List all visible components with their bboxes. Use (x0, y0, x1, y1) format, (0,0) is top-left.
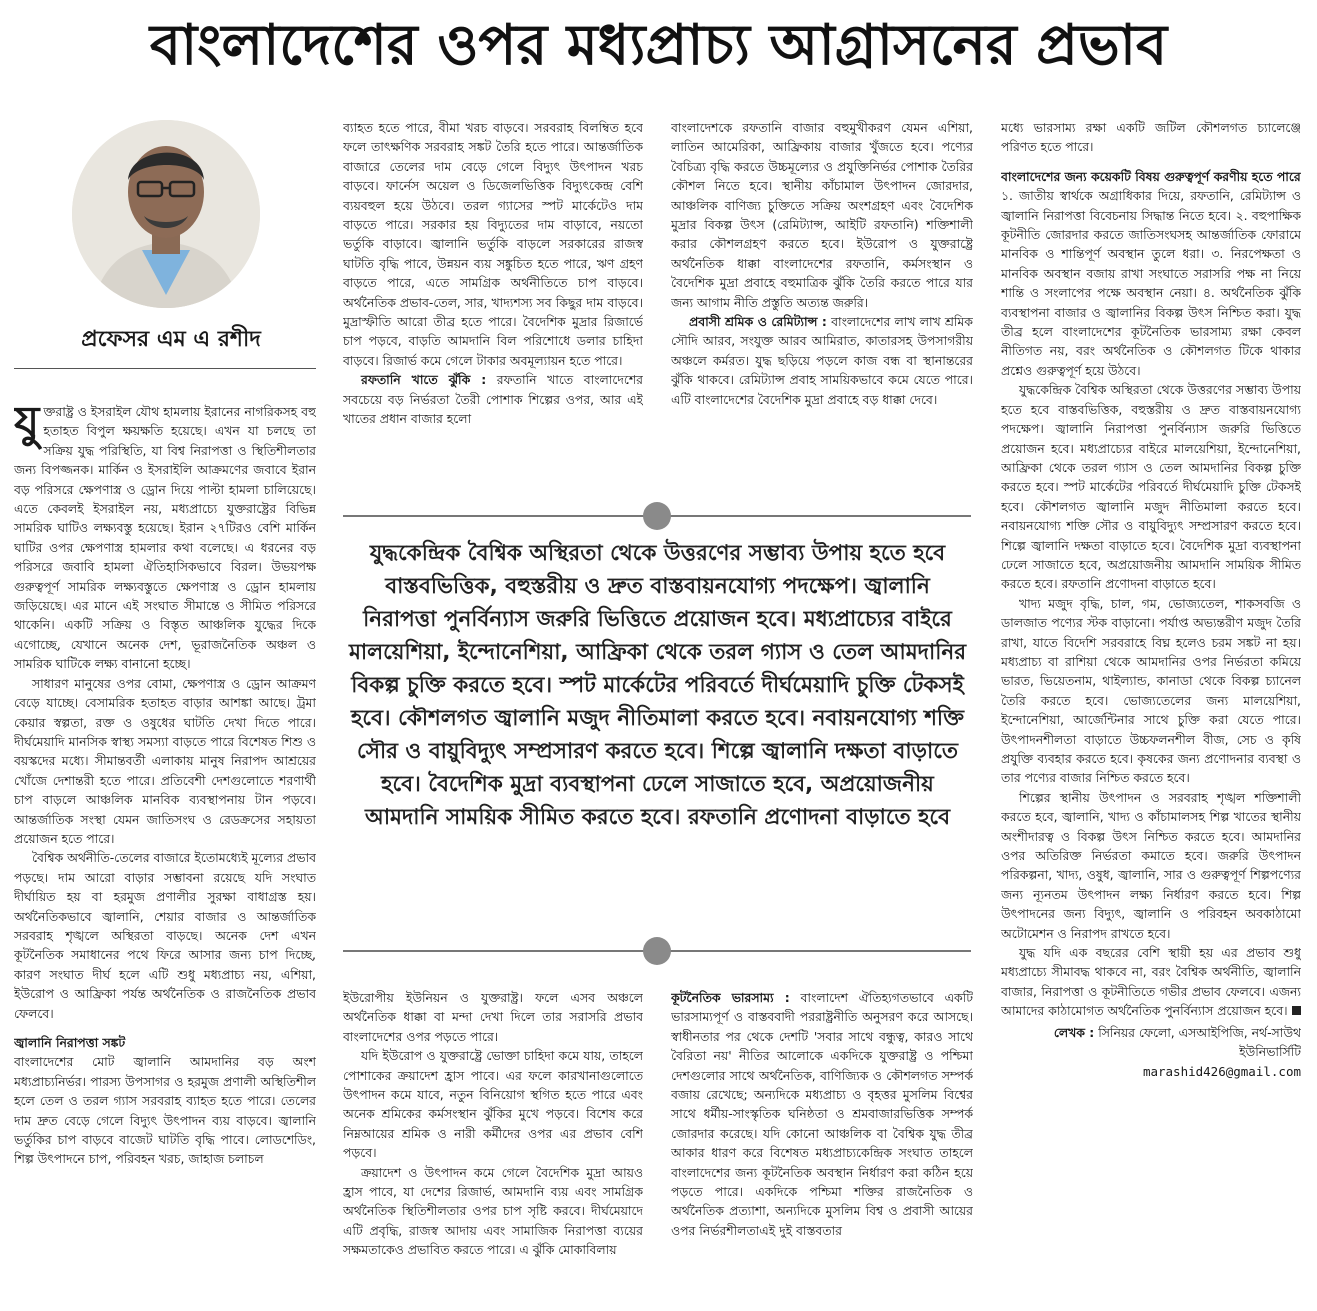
column-2-bottom-paragraph-1: ইউরোপীয় ইউনিয়ন ও যুক্তরাষ্ট্র। ফলে এসব অঞ্চলে অর্থনৈতিক ধাক্কা বা মন্দা দেখা দিলে তার সরাসরি প্রভাব বাংলাদেশের ওপর পড়তে পারে। (343, 990, 643, 1044)
heading-remittance: প্রবাসী শ্রমিক ও রেমিট্যান্স : (689, 314, 827, 330)
author-rule (14, 368, 316, 369)
byline (1001, 1023, 1301, 1062)
column-1-paragraph-4: বাংলাদেশের মোট জ্বালানি আমদানির বড় অংশ মধ্যপ্রাচ্যনির্ভর। পারস্য উপসাগর ও হরমুজ প্রণালী অস্থিতিশীল হলে তেল ও তরল গ্যাস সরবরাহ ব্যাহত হতে পারে। তেলের দাম দ্রুত বেড়ে গেলে বিদ্যুৎ উৎপাদন ব্যয় বাড়বে। জ্বালানি ভর্তুকির চাপ বাড়বে বাজেট ঘাটতি বৃদ্ধি পাবে। লোডশেডিং, শিল্প উৎপাদনে চাপ, পরিবহন খরচ, জাহাজ চলাচল (14, 1054, 316, 1167)
column-4-paragraph-3: যুদ্ধকেন্দ্রিক বৈশ্বিক অস্থিরতা থেকে উত্তরণের সম্ভাব্য উপায় হতে হবে বাস্তবভিত্তিক, বহুস্তরীয় ও দ্রুত বাস্তবায়নযোগ্য পদক্ষেপ। জ্বালানি নিরাপত্তা পুনর্বিন্যাস জরুরি ভিত্তিতে প্রয়োজন হবে। মধ্যপ্রাচ্যের বাইরে মালয়েশিয়া, ইন্দোনেশিয়া, আফ্রিকা থেকে তরল গ্যাস ও তেল আমদানির বিকল্প চুক্তি করতে হবে। স্পট মার্কেটের পরিবর্তে দীর্ঘমেয়াদি চুক্তি টেকসই হবে। কৌশলগত জ্বালানি মজুদ নীতিমালা করতে হবে। নবায়নযোগ্য শক্তি সৌর ও বায়ুবিদ্যুৎ সম্প্রসারণ করতে হবে। শিল্পে জ্বালানি দক্ষতা বাড়াতে হবে। বৈদেশিক মুদ্রা ব্যবস্থাপনা ঢেলে সাজাতে হবে, অপ্রয়োজনীয় আমদানি সাময়িক সীমিত করতে হবে। রফতানি প্রণোদনা বাড়াতে হবে। (1001, 382, 1301, 592)
column-4-paragraph-4: খাদ্য মজুদ বৃদ্ধি, চাল, গম, ভোজ্যতেল, শাকসবজি ও ডালজাত পণ্যের স্টক বাড়ানো। পর্যাপ্ত অভ্যন্তরীণ মজুদ তৈরি রাখা, যাতে বিদেশি সরবরাহে বিঘ্ন হলেও চরম সঙ্কট না হয়। মধ্যপ্রাচ্য বা রাশিয়া থেকে আমদানির ওপর নির্ভরতা কমিয়ে ভারত, ভিয়েতনাম, থাইল্যান্ড, কানাডা থেকে বিকল্প চ্যানেল তৈরি করতে হবে। ভোজ্যতেলের জন্য মালয়েশিয়া, ইন্দোনেশিয়া, আর্জেন্টিনার সাথে চুক্তি করা যেতে পারে। উৎপাদনশীলতা বাড়াতে উচ্চফলনশীল বীজ, সেচ ও কৃষি প্রযুক্তি ব্যবহার করতে হবে। কৃষকের জন্য প্রণোদনার ব্যবস্থা ও তার পণ্যের বাজার নিশ্চিত করতে হবে। (1001, 595, 1301, 786)
column-4-paragraph-5: শিল্পের স্থানীয় উৎপাদন ও সরবরাহ শৃঙ্খল শক্তিশালী করতে হবে, জ্বালানি, খাদ্য ও কাঁচামালসহ শিল্প খাতের স্থানীয় অংশীদারত্ব ও বিকল্প উৎস নিশ্চিত করতে হবে। আমদানির ওপর অতিরিক্ত নির্ভরতা কমাতে হবে। জরুরি উৎপাদন পরিকল্পনা, খাদ্য, ওষুধ, জ্বালানি, সার ও গুরুত্বপূর্ণ শিল্পপণ্যের জন্য ন্যূনতম উৎপাদন লক্ষ্য নির্ধারণ করতে হবে। শিল্প উৎপাদনের জন্য বিদ্যুৎ, জ্বালানি ও পরিবহন অবকাঠামো অটোমেশন ও নিরাপদ রাখতে হবে। (1001, 789, 1301, 941)
column-3-paragraph-2-text: বাংলাদেশের লাখ লাখ শ্রমিক সৌদি আরব, সংযুক্ত আরব আমিরাত, কাতারসহ উপসাগরীয় অঞ্চলে কর্মরত। যুদ্ধ ছড়িয়ে পড়লে কাজ বন্ধ বা স্থানান্তরের ঝুঁকি থাকবে। রেমিট্যান্স প্রবাহ সাময়িকভাবে কমে যেতে পারে। এটি বাংলাদেশের বৈদেশিক মুদ্রা প্রবাহে বড় ধাক্কা দেবে। (671, 314, 973, 407)
column-3-bottom (671, 988, 973, 1308)
column-2-paragraph-2-text: রফতানি খাতে বাংলাদেশের সবচেয়ে বড় নির্ভরতা তৈরী পোশাক শিল্পের ওপর, আর এই খাতের প্রধান বাজার হলো (343, 372, 643, 427)
end-mark-icon (1292, 1006, 1301, 1015)
column-2-paragraph-1: ব্যাহত হতে পারে, বীমা খরচ বাড়বে। সরবরাহ বিলম্বিত হবে ফলে তাৎক্ষণিক সরবরাহ সঙ্কট তৈরি হতে পারে। আন্তর্জাতিক বাজারে তেলের দাম বেড়ে গেলে বিদ্যুৎ উৎপাদন খরচ বাড়বে। ফার্নেস অয়েল ও ডিজেলভিত্তিক বিদ্যুৎকেন্দ্র বেশি ব্যয়বহুল হয়ে উঠবে। তরল গ্যাসের স্পট মার্কেটেও দাম বাড়তে পারে। সরকার হয় বিদ্যুতের দাম বাড়াবে, নয়তো ভর্তুকি বাড়াবে। জ্বালানি ভর্তুকি বাড়লে সরকারের রাজস্ব ঘাটতি বৃদ্ধি পাবে, উন্নয়ন ব্যয় সঙ্কুচিত হতে পারে, ঋণ গ্রহণ বাড়তে পারে, এতে সামগ্রিক অর্থনীতিতে চাপ বাড়বে। অর্থনৈতিক প্রভাব-তেল, সার, খাদ্যশস্য সব কিছুর দাম বাড়বে। মুদ্রাস্ফীতি আরো তীব্র হতে পারে। বৈদেশিক মুদ্রার রিজার্ভে চাপ পড়বে, বাড়তি আমদানি বিল পরিশোধে ডলার চাহিদা বাড়বে। রিজার্ভ কমে গেলে টাকার অবমূল্যায়ন হতে পারে। (343, 120, 643, 368)
column-2-bottom (343, 988, 643, 1308)
byline-text: সিনিয়র ফেলো, এসআইপিজি, নর্থ-সাউথ ইউনিভার্সিটি (1098, 1024, 1301, 1060)
column-3-bottom-paragraph-1-text: বাংলাদেশ ঐতিহ্যগতভাবে একটি ভারসাম্যপূর্ণ ও বাস্তববাদী পররাষ্ট্রনীতি অনুসরণ করে আসছে। স্বাধীনতার পর থেকে দেশটি 'সবার সাথে বন্ধুত্ব, কারও সাথে বৈরিতা নয়' নীতির আলোকে একদিকে যুক্তরাষ্ট্র ও পশ্চিমা দেশগুলোর সাথে অর্থনৈতিক, বাণিজ্যিক ও কৌশলগত সম্পর্ক বজায় রেখেছে; অন্যদিকে মধ্যপ্রাচ্য ও বৃহত্তর মুসলিম বিশ্বের সাথে ধর্মীয়-সাংস্কৃতিক ঘনিষ্ঠতা ও শ্রমবাজারভিত্তিক সম্পর্ক জোরদার করেছে। যদি কোনো আঞ্চলিক বা বৈশ্বিক যুদ্ধ তীব্র আকার ধারণ করে বিশেষত মধ্যপ্রাচ্যকেন্দ্রিক সংঘাত তাহলে বাংলাদেশের জন্য কূটনৈতিক অবস্থান নির্ধারণ করা কঠিন হয়ে পড়তে পারে। একদিকে পশ্চিমা শক্তির রাজনৈতিক ও অর্থনৈতিক প্রত্যাশা, অন্যদিকে মুসলিম বিশ্ব ও প্রবাসী আয়ের ওপর নির্ভরশীলতাএই দুই বাস্তবতার (671, 990, 973, 1238)
pullquote: যুদ্ধকেন্দ্রিক বৈশ্বিক অস্থিরতা থেকে উত্তরণের সম্ভাব্য উপায় হতে হবে বাস্তবভিত্তিক, বহুস্তরীয় ও দ্রুত বাস্তবায়নযোগ্য পদক্ষেপ। জ্বালানি নিরাপত্তা পুনর্বিন্যাস জরুরি ভিত্তিতে প্রয়োজন হবে। মধ্যপ্রাচ্যের বাইরে মালয়েশিয়া, ইন্দোনেশিয়া, আফ্রিকা থেকে তরল গ্যাস ও তেল আমদানির বিকল্প চুক্তি করতে হবে। স্পট মার্কেটের পরিবর্তে দীর্ঘমেয়াদি চুক্তি টেকসই হবে। কৌশলগত জ্বালানি মজুদ নীতিমালা করতে হবে। নবায়নযোগ্য শক্তি সৌর ও বায়ুবিদ্যুৎ সম্প্রসারণ করতে হবে। শিল্পে জ্বালানি দক্ষতা বাড়াতে হবে। বৈদেশিক মুদ্রা ব্যবস্থাপনা ঢেলে সাজাতে হবে, অপ্রয়োজনীয় আমদানি সাময়িক সীমিত করতে হবে। রফতানি প্রণোদনা বাড়াতে হবে (348, 541, 967, 830)
heading-key-tasks: বাংলাদেশের জন্য কয়েকটি বিষয় গুরুত্বপূর্ণ করণীয় হতে পারে (1001, 168, 1301, 184)
pullquote-bottom-dot (643, 937, 671, 965)
author-portrait (72, 120, 260, 308)
column-1-paragraph-3: বৈশ্বিক অর্থনীতি-তেলের বাজারে ইতোমধ্যেই মূল্যের প্রভাব পড়ছে। দাম আরো বাড়ার সম্ভাবনা রয়েছে যদি সংঘাত দীর্ঘায়িত হয় বা হরমুজ প্রণালীর সুরক্ষা বাধাগ্রস্ত হয়। অর্থনৈতিকভাবে জ্বালানি, শেয়ার বাজার ও আন্তর্জাতিক সরবরাহ শৃঙ্খলে অস্থিরতা বাড়ছে। অনেক দেশ এখন কূটনৈতিক সমাধানের পথে ফিরে আসার জন্য চাপ দিচ্ছে, কারণ সংঘাত দীর্ঘ হলে এটি শুধু মধ্যপ্রাচ্য নয়, এশিয়া, ইউরোপ ও আফ্রিকা পর্যন্ত অর্থনৈতিক ও রাজনৈতিক প্রভাব ফেলবে। (14, 850, 316, 1021)
author-email[interactable]: marashid426@gmail.com (1142, 1063, 1301, 1079)
byline-label: লেখক : (1053, 1024, 1095, 1040)
column-4-paragraph-2: ১. জাতীয় স্বার্থকে অগ্রাধিকার দিয়ে, রফতানি, রেমিট্যান্স ও জ্বালানি নিরাপত্তা বিবেচনায় সিদ্ধান্ত নিতে হবে। ২. বহুপাক্ষিক কূটনীতি জোরদার করতে জাতিসংঘসহ আন্তর্জাতিক ফোরামে মানবিক ও শান্তিপূর্ণ অবস্থান তুলে ধরা। ৩. নিরপেক্ষতা ও মানবিক অবস্থান বজায় রাখা সংঘাতে সরাসরি পক্ষ না নিয়ে শান্তি ও সংলাপের পক্ষে অবস্থান নেয়া। ৪. অর্থনৈতিক ঝুঁকি ব্যবস্থাপনা বাজার ও জ্বালানির বিকল্প উৎস নিশ্চিত করা। যুদ্ধ তীব্র হলে বাংলাদেশের কূটনৈতিক ভারসাম্য রক্ষা কেবল নীতিগত নয়, বরং অর্থনৈতিক ও কৌশলগত টিকে থাকার প্রশ্নেও গুরুত্বপূর্ণ হয়ে উঠবে। (1001, 188, 1301, 378)
column-2-bottom-paragraph-2: যদি ইউরোপ ও যুক্তরাষ্ট্রে ভোক্তা চাহিদা কমে যায়, তাহলে পোশাকের ক্রয়াদেশ হ্রাস পাবে। এর ফলে কারখানাগুলোতে উৎপাদন কমে যাবে, নতুন বিনিয়োগ স্থগিত হতে পারে এবং অনেক শ্রমিকের কর্মসংস্থান ঝুঁকির মুখে পড়বে। বিশেষ করে নিম্নআয়ের শ্রমিক ও নারী কর্মীদের ওপর এর প্রভাব বেশি পড়বে। (343, 1048, 643, 1161)
heading-energy-security: জ্বালানি নিরাপত্তা সঙ্কট (14, 1035, 126, 1050)
column-4-paragraph-6-text: যুদ্ধ যদি এক বছরের বেশি স্থায়ী হয় এর প্রভাব শুধু মধ্যপ্রাচ্যে সীমাবদ্ধ থাকবে না, বরং বৈশ্বিক অর্থনীতি, জ্বালানি বাজার, নিরাপত্তা ও কূটনীতিতে গভীর প্রভাব ফেলবে। এজন্য আমাদের কাঠামোগত অর্থনৈতিক পুনর্বিন্যাস প্রয়োজন হবে। (1001, 945, 1301, 1019)
column-2-paragraph-2 (343, 370, 643, 428)
column-4 (1001, 118, 1301, 1308)
heading-export-risk: রফতানি খাতে ঝুঁকি : (361, 372, 487, 388)
column-4-paragraph-6 (1001, 943, 1301, 1021)
column-1-paragraph-2: সাধারণ মানুষের ওপর বোমা, ক্ষেপণাস্ত্র ও ড্রোন আক্রমণ বেড়ে যাচ্ছে। বেসামরিক হতাহত বাড়ার আশঙ্কা আছে। ট্রমা কেয়ার স্বল্পতা, রক্ত ও ওষুধের ঘাটতি দেখা দিতে পারে। দীর্ঘমেয়াদি মানসিক স্বাস্থ্য সমস্যা বাড়তে পারে বিশেষত শিশু ও বয়স্কদের মধ্যে। সীমান্তবর্তী এলাকায় মানুষ নিরাপদ আশ্রয়ের খোঁজে দেশান্তরী হতে পারে। প্রতিবেশী দেশগুলোতে শরণার্থী চাপ বাড়লে আঞ্চলিক মানবিক ব্যবস্থাপনায় টান পড়বে। আন্তর্জাতিক সংস্থা যেমন জাতিসংঘ ও রেডক্রসের সহায়তা প্রয়োজন হতে পারে। (14, 675, 316, 846)
heading-diplomatic-balance: কূটনৈতিক ভারসাম্য : (671, 990, 790, 1005)
column-4-paragraph-1: মধ্যে ভারসাম্য রক্ষা একটি জটিল কৌশলগত চ্যালেঞ্জে পরিণত হতে পারে। (1001, 120, 1301, 155)
column-2-bottom-paragraph-3: ক্রয়াদেশ ও উৎপাদন কমে গেলে বৈদেশিক মুদ্রা আয়ও হ্রাস পাবে, যা দেশের রিজার্ভ, আমদানি ব্যয় এবং সামগ্রিক অর্থনৈতিক স্থিতিশীলতার ওপর চাপ সৃষ্টি করবে। দীর্ঘমেয়াদে এটি প্রবৃদ্ধি, রাজস্ব আদায় এবং সামাজিক নিরাপত্তা ব্যয়ের সক্ষমতাকেও প্রভাবিত করতে পারে। এ ঝুঁকি মোকাবিলায় (343, 1164, 643, 1258)
column-3-top (671, 118, 973, 498)
author-email-line (1001, 1062, 1301, 1081)
column-3-bottom-paragraph-1 (671, 988, 973, 1240)
column-1 (14, 402, 316, 1307)
author-name: প্রফেসর এম এ রশীদ (81, 327, 261, 352)
column-3-paragraph-1: বাংলাদেশকে রফতানি বাজার বহুমুখীকরণ যেমন এশিয়া, লাতিন আমেরিকা, আফ্রিকায় বাজার খুঁজতে হবে। পণ্যের বৈচিত্র্য বৃদ্ধি করতে উচ্চমূল্যের ও প্রযুক্তিনির্ভর পোশাক তৈরির কৌশল নিতে হবে। স্থানীয় কাঁচামাল উৎপাদন জোরদার, আঞ্চলিক বাণিজ্য চুক্তিতে সক্রিয় অংশগ্রহণ এবং বৈদেশিক মুদ্রার বিকল্প উৎস (রেমিট্যান্স, আইটি রফতানি) শক্তিশালী করার কৌশলগ্রহণ করতে হবে। ইউরোপ ও যুক্তরাষ্ট্রে অর্থনৈতিক ধাক্কা বাংলাদেশের রফতানি, কর্মসংস্থান ও বৈদেশিক মুদ্রা প্রবাহে বহুমাত্রিক ঝুঁকি তৈরি করতে পারে যার জন্য আগাম নীতি প্রস্তুতি অত্যন্ত জরুরি। (671, 120, 973, 310)
author-portrait-illustration (72, 120, 260, 308)
column-3-paragraph-2 (671, 312, 973, 409)
column-1-paragraph-1-text: ক্তরাষ্ট্র ও ইসরাইল যৌথ হামলায় ইরানের নাগরিকসহ বহু হতাহত বিপুল ক্ষয়ক্ষতি হয়েছে। এখন যা চলছে তা সক্রিয় যুদ্ধ পরিস্থিতি, যা বিশ্ব নিরাপত্তা ও স্থিতিশীলতার জন্য বিপজ্জনক। মার্কিন ও ইসরাইলি আক্রমণের জবাবে ইরান বড় পরিসরে ক্ষেপণাস্ত্র ও ড্রোন দিয়ে পাল্টা হামলা চালিয়েছে। এতে কেবলই ইসরাইল নয়, মধ্যপ্রাচ্যে যুক্তরাষ্ট্রের বিভিন্ন সামরিক ঘাটিও লক্ষ্যবস্তু হয়েছে। ইরান ২৭টিরও বেশি মার্কিন ঘাটির ওপর ক্ষেপণাস্ত্র হামলার কথা বলেছে। এ ধরনের বড় পরিসরে জবাবি হামলা ঐতিহাসিকভাবে বিরল। উভয়পক্ষ গুরুত্বপূর্ণ সামরিক লক্ষ্যবস্তুতে ক্ষেপণাস্ত্র ও ড্রোন হামলায় জড়িয়েছে। এর মানে এই সংঘাত সীমান্তে ও সীমিত পরিসরে থাকেনি। একটি সক্রিয় ও বিস্তৃত আঞ্চলিক যুদ্ধের দিকে এগোচ্ছে, যেখানে অনেক দেশ, ভূরাজনৈতিক অঞ্চল ও সামরিক ঘাটিকে লক্ষ্য বানানো হচ্ছে। (14, 404, 316, 672)
column-1-paragraph-1 (14, 402, 316, 674)
dropcap: যু (14, 402, 40, 448)
pullquote-top-dot (643, 502, 671, 530)
headline: বাংলাদেশের ওপর মধ্যপ্রাচ্য আগ্রাসনের প্রভাব (149, 13, 1168, 78)
column-2-top (343, 118, 643, 498)
